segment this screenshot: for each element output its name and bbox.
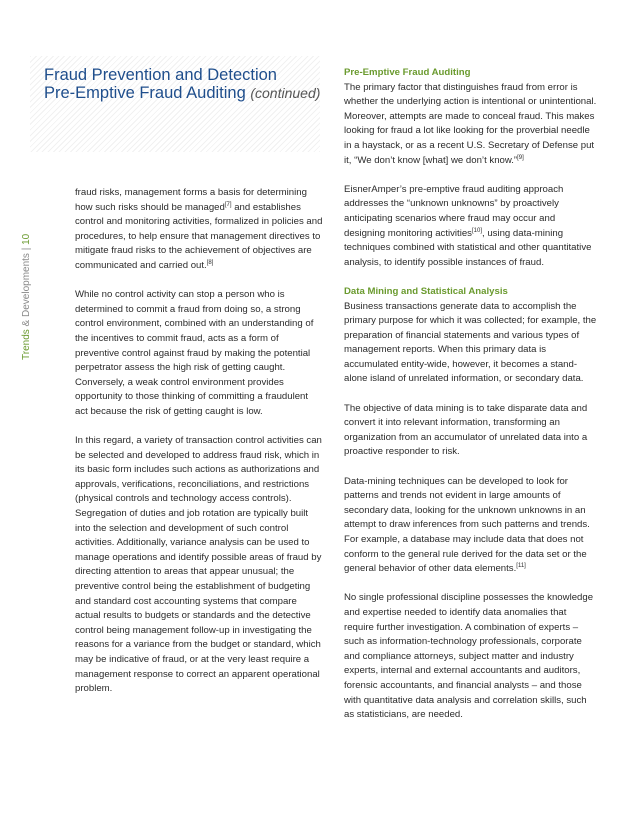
right-column [344,66,598,737]
paragraph: Data-mining techniques can be developed to look for patterns and trends not evident in large amounts of secondary data, looking for the unknown unknowns in an attempt to draw inferences from such patterns and trends. For example, a database may include data that does not conform to the general rule derived for the data set or the general behavior of other data elements.[11] [344,475,590,575]
paragraph: Business transactions generate data to accomplish the primary purpose for which it was collected; for example, the preparation of financial statements and various types of management reports. When this primary data is accumulated entity-wide, however, it becomes a stand-alone island of unrelated information, or secondary data. [344,300,597,385]
page-title [44,66,334,102]
paragraph: The primary factor that distinguishes fraud from error is whether the underlying action is intentional or unintentional. Moreover, attempts are made to conceal fraud. This makes looking for fraud a lot like looking for the proverbial needle in a haystack, or as a recent U.S. Secretary of Defense put it, “We don’t know [what] we don’t know.”[9] [344,81,597,166]
title-line-2: Pre-Emptive Fraud Auditing [44,84,246,102]
sidebar-developments: Developments [21,253,32,317]
paragraph: EisnerAmper’s pre-emptive fraud auditing approach addresses the “unknown unknowns” by proactively anticipating scenarios where fraud may occur and designing monitoring activities[10], using data-mining techniques combined with statistical and other quantitative analysis, to identify possible instances of fraud. [344,183,592,268]
sidebar-separator: | [21,244,32,254]
section-sidebar [21,234,32,360]
left-column [75,186,323,711]
paragraph: In this regard, a variety of transaction control activities can be selected and developed to address fraud risk, which in its basic form includes such actions as authorizations and approvals, verifications, reconciliations, and restrictions (physical controls and technology access controls). Segregation of duties and job rotation are typically built into the selection and development of such control activities. Additionally, variance analysis can be used to manage operations and identify possible areas of fraud by directing attention to areas that appear unusual; the preventive control being the establishment of budgeting and standard cost accounting systems that compare actual results to budgets or standards and the detective control being management follow-up in investigating the reasons for a variance from the budget or standard, which may be indicative of fraud, or at the very least require a management response to correct an apparent operational problem. [75,435,322,695]
sidebar-amp: & [21,317,32,330]
continued-label: (continued) [250,85,321,101]
paragraph: No single professional discipline possesses the knowledge and expertise needed to identify data anomalies that require further investigation. A combination of experts – such as information-technology professionals, corporate and compliance attorneys, subject matter and industry experts, internal and external accountants and auditors, forensic accountants, and financial analysts – and those with quantitative data analysis and correlation skills, such as statisticians, are needed. [344,592,594,721]
paragraph: The objective of data mining is to take disparate data and convert it into relevant information, transforming an organization from an accumulator of unrelated data into a proactive responder to risk. [344,402,588,458]
sidebar-trends: Trends [21,329,32,360]
paragraph: While no control activity can stop a person who is determined to commit a fraud from doing so, a strong control environment, combined with an understanding of the incentives to commit fraud, acts as a form of preventive control against fraud by making the potential perpetrator assess the high risk of getting caught. Conversely, a weak control environment provides opportunity to those thinking of committing a fraudulent act because the risk of getting caught is low. [75,289,314,417]
paragraph: fraud risks, management forms a basis for determining how such risks should be managed[7] and establishes control and monitoring activities, formalized in policies and procedures, to help ensure that management directives to mitigate fraud risks to the achievement of objectives are communicated and carried out.[8] [75,187,323,271]
section-heading-data-mining: Data Mining and Statistical Analysis [344,285,508,297]
section-heading-pre-emptive: Pre-Emptive Fraud Auditing [344,67,471,78]
title-line-1: Fraud Prevention and Detection [44,66,277,84]
page-number: 10 [21,233,32,245]
